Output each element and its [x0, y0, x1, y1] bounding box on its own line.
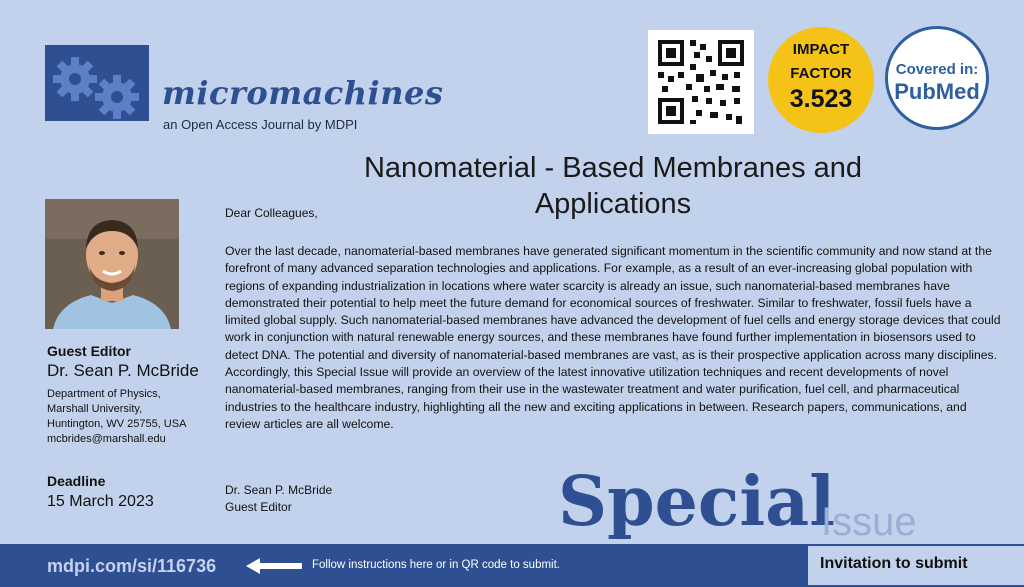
- guest-editor-label: Guest Editor: [47, 343, 132, 359]
- journal-logo: [45, 45, 149, 121]
- signature-name: Dr. Sean P. McBride: [225, 483, 333, 497]
- editor-photo: [45, 199, 179, 329]
- submit-instructions: Follow instructions here or in QR code to submit.: [312, 559, 560, 571]
- affiliation-address: Huntington, WV 25755, USA: [47, 418, 187, 430]
- pubmed-name: PubMed: [894, 79, 980, 104]
- letter-signature: [225, 482, 332, 516]
- invitation-to-submit: Invitation to submit: [820, 555, 968, 572]
- arrow-left-icon: [246, 558, 302, 574]
- special-issue-word-issue: Issue: [821, 500, 917, 544]
- guest-editor-affiliation: [47, 387, 186, 447]
- special-issue-link[interactable]: mdpi.com/si/116736: [47, 556, 217, 576]
- letter-greeting: Dear Colleagues,: [225, 206, 318, 220]
- affiliation-department: Department of Physics,: [47, 388, 161, 400]
- special-issue-word-special: Special: [558, 462, 836, 542]
- letter-body: Over the last decade, nanomaterial-based membranes have generated significant momentum in the scientific community and now stand at the forefront of many advanced separation technologies and applications. For example, as a result of an ever-increasing global population with regions of expanding industrialization in locations where water scarcity is already an issue, such nanomaterial-based membranes have demonstrated their potential to help meet the future demand for economical sources of freshwater. Similar to freshwater, fossil fuels have a limited global supply. Such nanomaterial-based membranes have advanced the development of fuel cells and energy storage devices that could work in conjunction with natural renewable energy sources, and these membranes have found further implementation in biosensors used to detect DNA. The potential and diversity of nanomaterial-based membranes are vast, as is their prospective application across many disciplines. Accordingly, this Special Issue will provide an overview of the latest innovative utilization techniques and recent developments of novel nanomaterial-based membranes, ranging from their use in the wastewater treatment and water purification, fuel cell, and pharmaceutical industries to the healthcare industry, highlighting all the new and exciting applications in between. Research papers, communications, and review articles are all welcome.: [225, 244, 1001, 431]
- signature-role: Guest Editor: [225, 500, 292, 514]
- journal-name: micromachines: [162, 74, 444, 112]
- deadline-date: 15 March 2023: [47, 493, 154, 510]
- affiliation-university: Marshall University,: [47, 403, 143, 415]
- impact-factor-badge: [768, 27, 874, 133]
- affiliation-email[interactable]: mcbrides@marshall.edu: [47, 433, 166, 445]
- qr-code[interactable]: [648, 30, 754, 134]
- qr-code-icon: [648, 30, 754, 134]
- special-issue-title: Nanomaterial - Based Membranes and Applications: [363, 152, 863, 220]
- impact-factor-value: 3.523: [789, 85, 853, 113]
- impact-label-line1: IMPACT: [792, 41, 850, 58]
- pubmed-badge: [885, 26, 989, 130]
- gears-icon: [45, 45, 149, 121]
- editor-portrait-icon: [45, 199, 179, 329]
- deadline-label: Deadline: [47, 473, 106, 489]
- impact-label-line2: FACTOR: [790, 65, 852, 82]
- footer-bar: [0, 544, 1024, 587]
- pubmed-label: Covered in:: [895, 61, 979, 78]
- guest-editor-name: Dr. Sean P. McBride: [47, 361, 199, 380]
- journal-subtitle: an Open Access Journal by MDPI: [163, 117, 358, 132]
